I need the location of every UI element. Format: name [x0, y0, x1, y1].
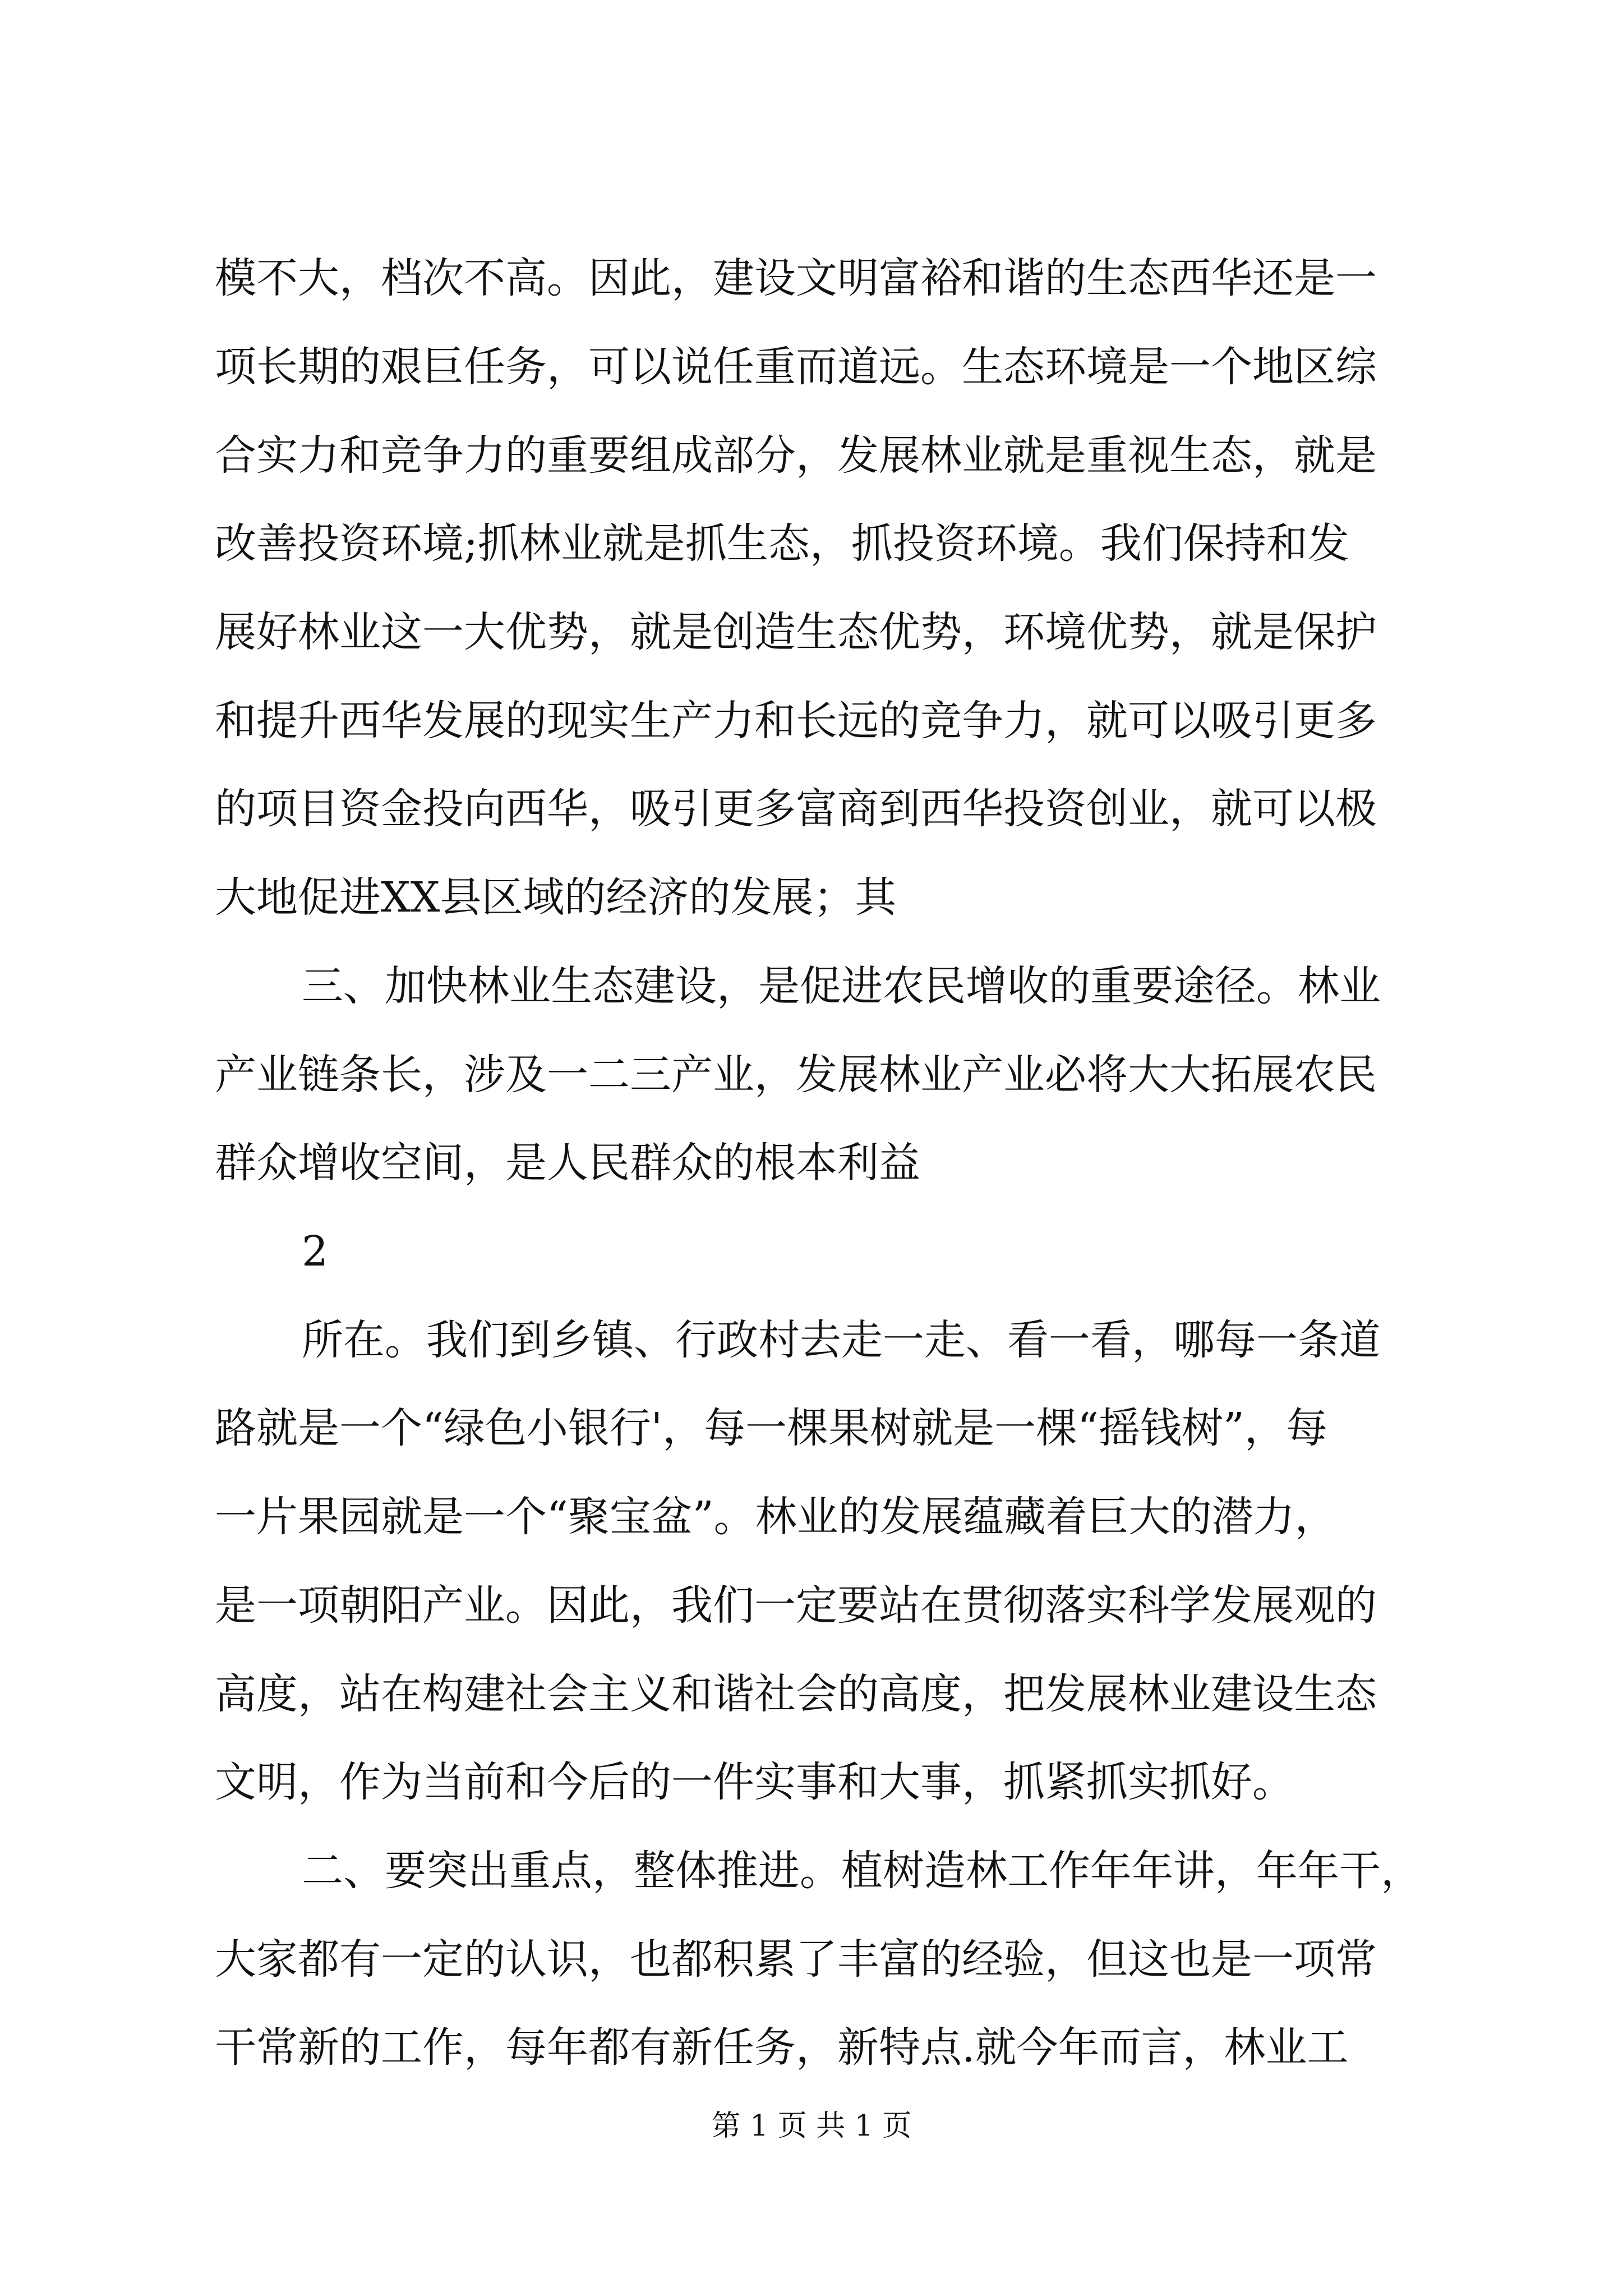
text-line-20: 大家都有一定的认识，也都积累了丰富的经验，但这也是一项常: [215, 1935, 1377, 1984]
text-line-6: 和提升西华发展的现实生产力和长远的竞争力，就可以吸引更多: [215, 697, 1377, 745]
text-line-7: 的项目资金投向西华，吸引更多富商到西华投资创业，就可以极: [215, 785, 1377, 833]
text-line-1: 模不大，档次不高。因此，建设文明富裕和谐的生态西华还是一: [215, 254, 1377, 302]
page-number-marker: 2: [302, 1227, 329, 1276]
text-line-14: 路就是一个“绿色小银行'，每一棵果树就是一棵“摇钱树”，每: [215, 1404, 1327, 1452]
text-line-3: 合实力和竞争力的重要组成部分，发展林业就是重视生态，就是: [215, 431, 1377, 480]
text-line-17: 高度，站在构建社会主义和谐社会的高度，把发展林业建设生态: [215, 1670, 1377, 1718]
text-line-4: 改善投资环境;抓林业就是抓生态，抓投资环境。我们保持和发: [215, 519, 1349, 568]
text-line-15: 一片果园就是一个“聚宝盆”。林业的发展蕴藏着巨大的潜力，: [215, 1493, 1336, 1541]
text-line-13: 所在。我们到乡镇、行政村去走一走、看一看，哪每一条道: [302, 1316, 1381, 1364]
text-line-2: 项长期的艰巨任务，可以说任重而道远。生态环境是一个地区综: [215, 343, 1377, 391]
text-line-5: 展好林业这一大优势，就是创造生态优势，环境优势，就是保护: [215, 608, 1377, 656]
text-line-11: 群众增收空间，是人民群众的根本利益: [215, 1139, 920, 1187]
text-line-19: 二、要突出重点，整体推进。植树造林工作年年讲，年年干，: [302, 1847, 1422, 1895]
page-footer: 第 1 页 共 1 页: [711, 2109, 912, 2143]
text-line-18: 文明，作为当前和今后的一件实事和大事，抓紧抓实抓好。: [215, 1758, 1294, 1806]
text-line-21: 干常新的工作，每年都有新任务，新特点.就今年而言，林业工: [215, 2023, 1349, 2072]
text-line-8: 大地促进XX县区域的经济的发展；其: [215, 873, 897, 922]
text-line-10: 产业链条长，涉及一二三产业，发展林业产业必将大大拓展农民: [215, 1051, 1377, 1099]
text-line-9: 三、加快林业生态建设，是促进农民增收的重要途径。林业: [302, 962, 1381, 1010]
text-line-16: 是一项朝阳产业。因此，我们一定要站在贯彻落实科学发展观的: [215, 1581, 1377, 1630]
